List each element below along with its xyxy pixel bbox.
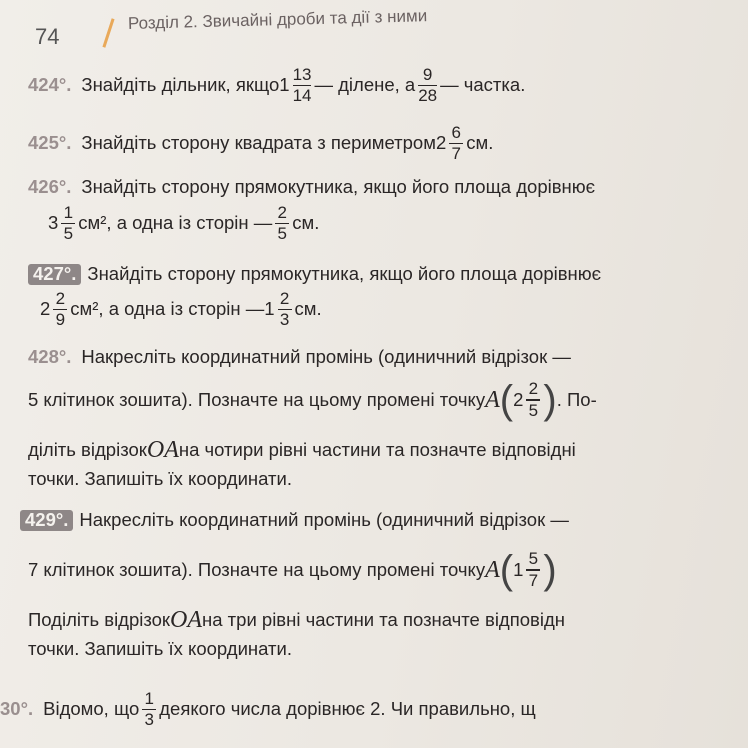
mixed-fraction	[513, 550, 543, 589]
problem-number: 426°.	[28, 176, 72, 197]
problem-429-line2	[28, 550, 557, 590]
fraction	[61, 204, 75, 243]
fraction-numerator: 2	[277, 203, 287, 222]
problem-text: — частка.	[440, 74, 526, 96]
problem-number: 30°.	[0, 698, 34, 720]
mixed-fraction	[513, 380, 543, 419]
problem-429-line4	[28, 640, 292, 659]
segment-variable: OA	[170, 607, 203, 633]
problem-text: см.	[294, 298, 322, 320]
fraction-numerator: 1	[144, 689, 154, 708]
problem-number: 425°.	[28, 132, 72, 154]
problem-text: — ділене, а	[314, 74, 416, 96]
problem-text: . По-	[556, 388, 597, 410]
mixed-fraction	[279, 66, 314, 105]
fraction-numerator: 1	[63, 203, 74, 222]
problem-427	[28, 264, 601, 285]
right-paren: )	[543, 548, 557, 592]
fraction	[278, 290, 292, 329]
fraction	[53, 290, 67, 329]
problem-text: на чотири рівні частини та позначте відповідні	[178, 438, 576, 460]
problem-428-line4	[28, 470, 292, 489]
problem-text: точки. Запишіть їх координати.	[28, 638, 292, 659]
fraction-numerator: 2	[55, 289, 66, 308]
fraction-numerator: 2	[279, 289, 290, 308]
fraction	[418, 66, 437, 105]
fraction-numerator: 6	[451, 123, 461, 142]
fraction-whole: 3	[48, 212, 59, 234]
problem-426-line2	[48, 204, 319, 243]
problem-424	[28, 66, 525, 105]
problem-429-line3	[28, 608, 565, 632]
problem-text: на три рівні частини та позначте відповідн	[202, 608, 565, 630]
fraction-denominator: 28	[418, 86, 438, 106]
fraction-numerator: 5	[528, 549, 539, 569]
problem-number: 427°.	[28, 264, 81, 285]
left-paren: (	[499, 548, 514, 592]
problem-number: 424°.	[28, 74, 72, 96]
problem-428-line2	[28, 380, 597, 420]
fraction-whole: 1	[264, 298, 275, 320]
problem-text: Накресліть координатний промінь (одиничний відрізок —	[79, 509, 569, 530]
problem-text: Знайдіть сторону прямокутника, якщо його площа дорівнює	[87, 263, 602, 284]
fraction-whole: 2	[40, 298, 51, 320]
fraction-denominator: 5	[63, 224, 74, 244]
fraction-whole: 2	[513, 388, 524, 410]
problem-text: см.	[466, 132, 494, 154]
problem-text: см.	[292, 212, 320, 234]
problem-text: 5 клітинок зошита). Позначте на цьому промені точку	[28, 388, 486, 410]
fraction-whole: 1	[279, 74, 290, 96]
fraction-whole: 1	[513, 558, 524, 580]
fraction-denominator: 3	[279, 310, 290, 330]
problem-text: Знайдіть дільник, якщо	[81, 74, 280, 96]
problem-427-line2	[40, 290, 322, 329]
problem-text: діліть відрізок	[28, 438, 147, 460]
problem-425	[28, 124, 493, 163]
problem-text: точки. Запишіть їх координати.	[28, 468, 292, 489]
problem-text: см², а одна із сторін —	[70, 298, 265, 320]
mixed-fraction	[48, 204, 78, 243]
fraction	[526, 380, 540, 419]
fraction-numerator: 2	[528, 379, 539, 399]
header-divider	[102, 18, 114, 47]
problem-text: деякого числа дорівнює 2. Чи правильно, щ	[159, 698, 536, 720]
problem-text: Знайдіть сторону прямокутника, якщо його площа дорівнює	[81, 176, 596, 197]
page-number: 74	[35, 24, 60, 49]
problem-428-line3	[28, 438, 576, 462]
problem-number: 428°.	[28, 346, 72, 367]
mixed-fraction	[40, 290, 70, 329]
fraction-denominator: 3	[144, 710, 154, 730]
fraction	[526, 550, 540, 589]
problem-text: Знайдіть сторону квадрата з периметром	[81, 132, 436, 154]
fraction	[293, 66, 312, 105]
fraction-denominator: 14	[292, 86, 312, 106]
problem-number: 429°.	[20, 510, 73, 531]
fraction-numerator: 9	[422, 65, 433, 84]
chapter-title: Розділ 2. Звичайні дроби та дії з ними	[127, 6, 428, 33]
problem-426	[28, 178, 595, 197]
segment-variable: OA	[146, 437, 179, 463]
fraction	[449, 124, 463, 163]
problem-text: Накресліть координатний промінь (одиничний відрізок —	[81, 346, 571, 367]
fraction-denominator: 9	[55, 310, 66, 330]
right-paren: )	[543, 378, 557, 422]
point-variable: A	[485, 557, 500, 583]
problem-429	[20, 510, 569, 531]
left-paren: (	[499, 378, 514, 422]
problem-text: Поділіть відрізок	[28, 608, 171, 630]
problem-428	[28, 348, 571, 367]
fraction-denominator: 5	[528, 400, 539, 420]
problem-text: см², а одна із сторін —	[78, 212, 273, 234]
fraction-whole: 2	[435, 132, 447, 154]
problem-text: Відомо, що	[43, 698, 140, 720]
fraction	[142, 690, 156, 729]
fraction-denominator: 7	[451, 144, 461, 164]
problem-text: 7 клітинок зошита). Позначте на цьому промені точку	[28, 558, 486, 580]
fraction-numerator: 13	[292, 65, 312, 84]
mixed-fraction	[264, 290, 294, 329]
fraction-denominator: 5	[277, 224, 287, 244]
mixed-fraction	[436, 124, 466, 163]
point-variable: A	[485, 387, 500, 413]
fraction	[275, 204, 289, 243]
fraction-denominator: 7	[528, 570, 539, 590]
problem-430	[0, 690, 536, 729]
